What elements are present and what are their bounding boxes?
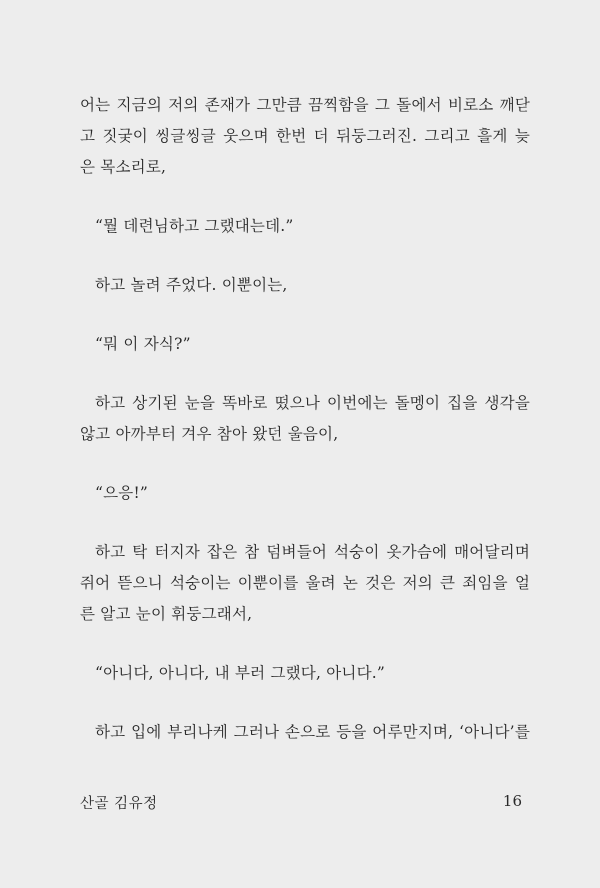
footer-title: 산골 김유정 bbox=[80, 796, 158, 812]
paragraph bbox=[80, 211, 530, 242]
paragraph bbox=[80, 478, 530, 509]
text-line: “뭐 이 자식?” bbox=[95, 335, 191, 353]
paragraph bbox=[80, 388, 530, 450]
paragraph bbox=[80, 537, 530, 630]
body-text bbox=[80, 90, 530, 748]
text-line: 은 목소리로, bbox=[80, 158, 167, 176]
paragraph bbox=[80, 717, 530, 748]
paragraph bbox=[80, 658, 530, 689]
text-line: “아니다, 아니다, 내 부러 그랬다, 아니다.” bbox=[95, 664, 385, 682]
text-line: 른 알고 눈이 휘둥그래서, bbox=[80, 605, 253, 623]
paragraph bbox=[80, 329, 530, 360]
text-line: 하고 놀려 주었다. 이뿐이는, bbox=[95, 276, 288, 294]
text-line: 어는 지금의 저의 존재가 그만큼 끔찍함을 그 돌에서 비로소 깨닫 bbox=[80, 96, 530, 114]
text-line: 하고 상기된 눈을 똑바로 떴으나 이번에는 돌멩이 집을 생각을 bbox=[95, 394, 530, 412]
text-line: 쥐어 뜯으니 석숭이는 이뿐이를 울려 논 것은 저의 큰 죄임을 얼 bbox=[80, 574, 530, 592]
text-line: 하고 탁 터지자 잡은 참 덤벼들어 석숭이 옷가슴에 매어달리며 bbox=[95, 543, 530, 561]
text-line: 않고 아까부터 겨우 참아 왔던 울음이, bbox=[80, 425, 339, 443]
paragraph bbox=[80, 270, 530, 301]
text-line: “으응!” bbox=[95, 484, 149, 502]
page-number: 16 bbox=[502, 792, 522, 810]
paragraph bbox=[80, 90, 530, 183]
text-line: “뭘 데련님하고 그랬대는데.” bbox=[95, 217, 294, 235]
text-line: 하고 입에 부리나케 그러나 손으로 등을 어루만지며, ‘아니다’를 bbox=[95, 723, 530, 741]
text-line: 고 짓궂이 씽글씽글 웃으며 한번 더 뒤둥그러진. 그리고 흘게 늦 bbox=[80, 127, 530, 145]
